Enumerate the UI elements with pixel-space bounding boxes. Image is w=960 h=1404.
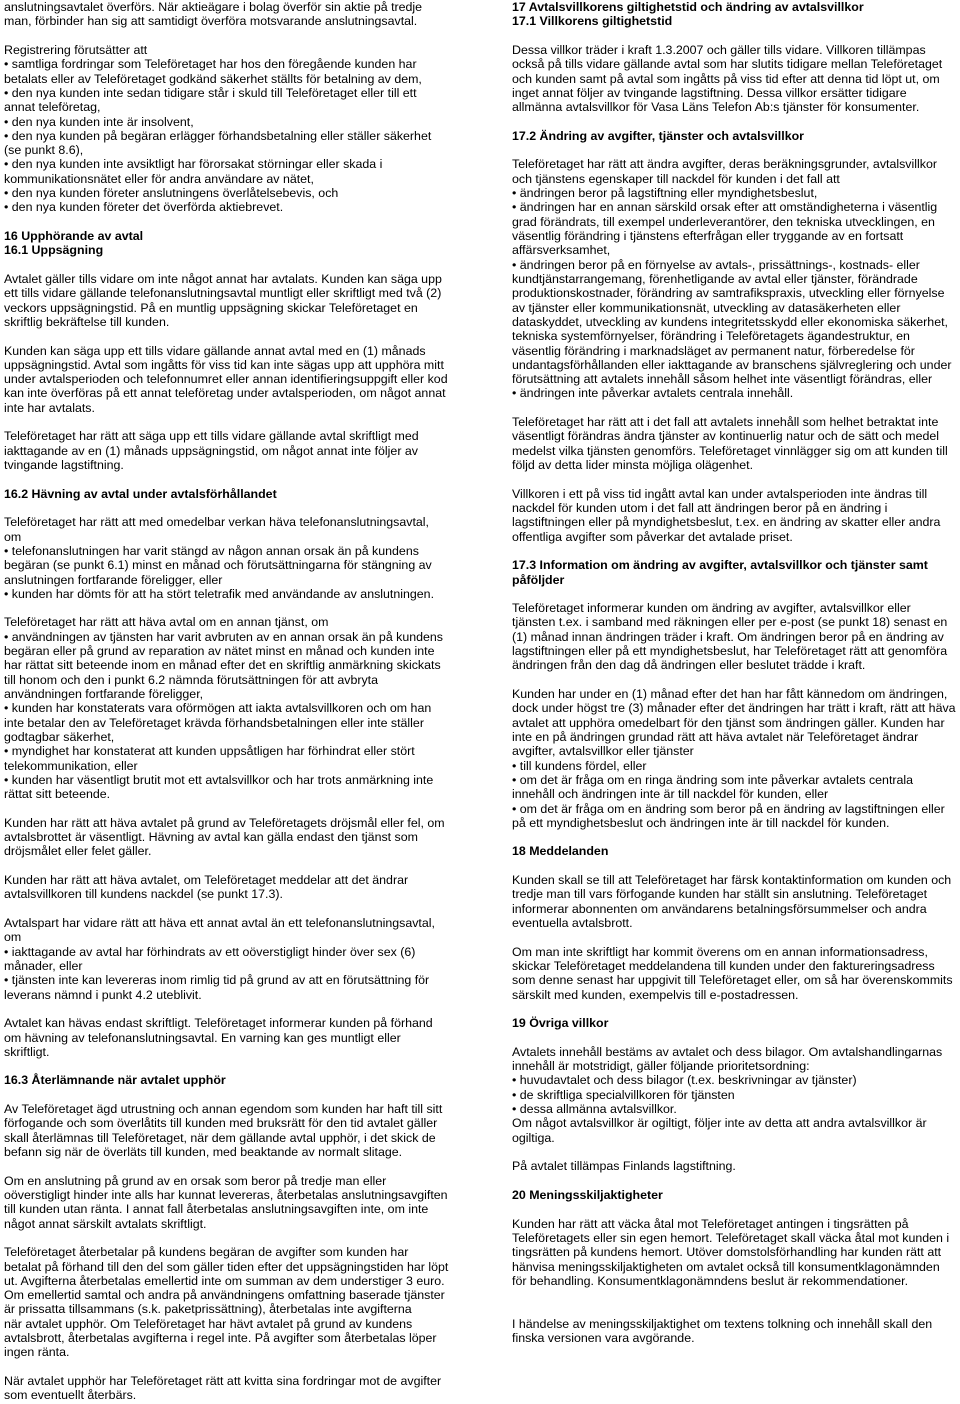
text-line: avtalet att upphöra omedelbart för den tjänst som ändringen gäller. Kunden har [512, 715, 945, 730]
text-line: Om en anslutning på grund av en orsak som beror på tredje man eller [4, 1173, 387, 1188]
bullet-line: • användningen av tjänsten har varit avbruten av en annan orsak än på kundens [4, 629, 444, 644]
text-line: förfogande och som överlåtits till kunden med bruksrätt för den tid avtalet gäller [4, 1116, 438, 1131]
text-line: Kunden har rätt att häva avtalet på grund av Teleföretagets dröjsmål eller fel, om [4, 815, 445, 830]
text-line: på ett myndighetsbeslut och ändringen inte är till nackdel för kunden. [512, 815, 890, 830]
text-line: när avtalet upphör. Om Teleföretaget har hävt avtalet på grund av kundens [4, 1316, 413, 1331]
text-line: väsentlig förändring i marknadsläget av permanent natur, förberedelse för [512, 343, 915, 358]
text-line: tjänsten t.ex. i samband med räkningen eller per e-post (se punkt 18) senast en [512, 615, 948, 630]
paragraph [512, 873, 956, 930]
text-line: Av Teleföretaget ägd utrustning och annan egendom som kunden har haft till sitt [4, 1102, 443, 1117]
text-line: förutsättning att avtalets innehåll såsom helhet inte väsentligt förändras, eller [512, 372, 933, 387]
text-line: finska versionen vara avgörande. [512, 1331, 695, 1346]
bullet-line: • ändringen beror på lagstiftning eller myndighetsbeslut, [512, 186, 818, 201]
text-line: inte en på ändringen grundad rätt att häva avtalet när Teleföretaget ändrar [512, 729, 919, 744]
text-line: också på tills vidare gällande avtal som har slutits tidigare mellan Teleföretaget [512, 57, 943, 72]
text-line: något annat särskilt avtalats skriftligt. [4, 1216, 207, 1231]
bullet-line: • om det är fråga om en ringa ändring som inte påverkar avtalets centrala [512, 772, 914, 787]
text-line: särskilt med kunden, exempelvis till e-postadressen. [512, 987, 799, 1002]
text-line: ogiltiga. [512, 1130, 555, 1145]
text-line: Teleföretaget har rätt att säga upp ett tills vidare gällande avtal skriftligt med [4, 429, 419, 444]
heading-line: 18 Meddelanden [512, 844, 609, 859]
section-heading [4, 487, 500, 501]
text-line: man, förbinder han sig att samtidigt överföra motsvarande anslutningsavtal. [4, 14, 418, 29]
text-line: betalat på förhand till den del som gäller tiden efter det uppsägningstiden har löpt [4, 1259, 449, 1274]
text-line: informerar abonnenten om användarens betalningsförsummelser och andra [512, 901, 927, 916]
right-column [512, 0, 956, 1345]
text-line: innehåll och ändringen inte är till nackdel för kunden, eller [512, 787, 829, 802]
paragraph [4, 0, 500, 29]
text-line: ingen ränta. [4, 1345, 70, 1360]
text-line: kommunikationsnätet eller för andra användare av nätet, [4, 171, 314, 186]
text-line: är prissatta tillsammans (s.k. paketprissättning), återbetalas inte avgifterna [4, 1302, 412, 1317]
paragraph [4, 515, 500, 601]
text-line: ut. Avgifterna återbetalas emellertid inte om summan av dem understiger 3 euro. [4, 1273, 445, 1288]
bullet-line: • kunden har dömts för att ha stört teletrafik med användande av anslutningen. [4, 586, 435, 601]
bullet-line: • den nya kunden på begäran erlägger förhandsbetalning eller ställer säkerhet [4, 128, 432, 143]
text-line: veckors uppsägningstid. På en muntlig uppsägning skickar Teleföretaget en [4, 300, 418, 315]
text-line: om hävning av telefonanslutningsavtal. En varning kan ges muntligt eller [4, 1030, 401, 1045]
heading-line: 17.2 Ändring av avgifter, tjänster och avtalsvillkor [512, 128, 804, 143]
text-line: för behandling. Konsumentklagonämndens beslut är rekommendationer. [512, 1273, 909, 1288]
text-line: månader, eller [4, 958, 83, 973]
text-line: avtalsvillkoren till kundens nackdel (se punkt 17.3). [4, 887, 283, 902]
text-line: Om man inte skriftligt har kommit överens om en annan informationsadress, [512, 944, 928, 959]
text-line: affärsverksamhet, [512, 243, 611, 258]
text-line: Kunden kan säga upp ett tills vidare gällande annat avtal med en (1) månads [4, 343, 426, 358]
text-line: godtagbar säkerhet, [4, 729, 115, 744]
paragraph [4, 429, 500, 472]
text-line: har rättat sitt beteende inom en månad efter det en skriftlig anmärkning skickats [4, 658, 441, 673]
bullet-line: • den nya kunden inte avsiktligt har förorsakat störningar eller skada i [4, 157, 383, 172]
text-line: inte betalar den av Teleföretaget krävda förhandsbetalningen eller inte ställer [4, 715, 424, 730]
text-line: av tjänster eller kommunikationsnät, utveckling av datasäkerheten eller [512, 300, 901, 315]
text-line: tredje man till vars förfogande kunden har ställt sin anslutning. Teleföretaget [512, 887, 928, 902]
text-line: leverans nämnd i punkt 4.2 uteblivit. [4, 987, 202, 1002]
heading-line: 17 Avtalsvillkorens giltighetstid och ändring av avtalsvillkor [512, 0, 864, 14]
text-line: väsentlig förändring i tjänstens efterfrågan eller tryggande av en fortsatt [512, 229, 904, 243]
bullet-line: • iakttagande av avtal har förhindrats av ett oöverstigligt hinder över sex (6) [4, 944, 416, 959]
paragraph [4, 873, 500, 902]
bullet-line: • den nya kunden företer det överförda aktiebrevet. [4, 200, 284, 215]
text-line: allmänna avtalsvillkor för Vasa Läns Telefon Ab:s tjänster för konsumenter. [512, 100, 920, 115]
bullet-line: • telefonanslutningen har varit stängd av någon annan orsak än på kundens [4, 543, 419, 558]
text-line: tvingande lagstiftning. [4, 458, 124, 472]
paragraph [512, 687, 956, 830]
text-line: om [4, 529, 22, 544]
text-line: väsentligt förändras ändra tjänster av kontinuerlig natur och de sätt och medel [512, 429, 940, 444]
paragraph [4, 1016, 500, 1059]
text-line: användningen fortfarande föreligger, [4, 687, 204, 701]
text-line: dataskyddet, utveckling av kundens integritetsskydd eller ekonomiska säkerhet, [512, 314, 948, 329]
paragraph [4, 615, 500, 801]
bullet-line: • samtliga fordringar som Teleföretaget har hos den föregående kunden har [4, 57, 417, 72]
text-line: inget annat följer av tvingande lagstiftning. Dessa villkor ersätter tidigare [512, 85, 907, 100]
text-line: Kunden har rätt att häva avtalet, om Teleföretaget meddelar att det ändrar [4, 873, 409, 888]
section-heading [512, 0, 956, 29]
text-line: lagstiftningen eller på ett myndighetsbeslut, har Teleföretaget rätt att genomföra [512, 644, 948, 659]
heading-line: 17.1 Villkorens giltighetstid [512, 14, 673, 29]
text-line: rättat sitt beteende. [4, 787, 111, 802]
text-line: iakttagande av en (1) månads uppsägningstid, om något annat inte följer av [4, 443, 418, 458]
text-line: som eventuellt återbärs. [4, 1388, 137, 1403]
text-line: I händelse av meningsskiljaktighet om textens tolkning och innehåll skall den [512, 1316, 933, 1331]
text-line: och tjänstens egenskaper till nackdel för kunden i det fall att [512, 171, 840, 186]
text-line: Dessa villkor träder i kraft 1.3.2007 och gäller tills vidare. Villkoren tillämpas [512, 42, 926, 57]
heading-line: 16.3 Återlämnande när avtalet upphör [4, 1073, 226, 1088]
text-line: kan inte överföras på ett annat teleföretag under avtalsperioden, om något annat [4, 386, 446, 401]
heading-line: 19 Övriga villkor [512, 1016, 609, 1031]
paragraph [4, 816, 500, 859]
text-line: eventuella avtalsbrott. [512, 916, 633, 930]
text-line: befann sig när de överläts till kunden, med beaktande av normalt slitage. [4, 1145, 403, 1159]
paragraph [512, 1045, 956, 1145]
text-line: hänvisa meningsskiljaktigheten om avtalet också till konsumentklagonämnden [512, 1259, 940, 1274]
text-line: Avtalet kan hävas endast skriftligt. Teleföretaget informerar kunden på förhand [4, 1016, 433, 1031]
paragraph [4, 916, 500, 1002]
section-heading [512, 558, 956, 587]
text-line: skriftligt. [4, 1044, 50, 1059]
text-line: uppsägningstid. Avtal som ingåtts för viss tid kan inte sägas upp att upphöra mitt [4, 357, 444, 372]
text-line: lagstiftningen eller på myndighetsbeslut, t.ex. en ändring av skatter eller andra [512, 515, 941, 530]
paragraph [512, 157, 956, 400]
text-line: Villkoren i ett på viss tid ingått avtal kan under avtalsperioden inte ändras till [512, 486, 928, 501]
text-line: begäran (se punkt 6.1) minst en månad och förutsättningarna för stängning av [4, 558, 432, 573]
text-line: Kunden har under en (1) månad efter det han har fått kännedom om ändringen, [512, 687, 948, 701]
text-line: grad förändrats, till exempel underleverantörer, den tekniska utvecklingen, en [512, 214, 935, 229]
text-line: Kunden skall se till att Teleföretaget har färsk kontaktinformation om kunden och [512, 873, 952, 888]
heading-line: 20 Meningsskiljaktigheter [512, 1187, 663, 1202]
text-line: Teleföretaget återbetalar på kundens begäran de avgifter som kunden har [4, 1245, 409, 1260]
text-line: annat teleföretag, [4, 100, 101, 115]
paragraph [4, 1374, 500, 1403]
text-line: som denne senast har uppgivit till Teleföretaget eller, om så har överenskommits [512, 973, 953, 988]
bullet-line: • ändringen har en annan särskild orsak efter att omständigheterna i väsentlig [512, 200, 938, 215]
text-line: om [4, 930, 22, 945]
text-line: till honom och den i punkt 6.2 nämnda förutsättningen för att avbryta [4, 672, 379, 687]
heading-line: 16.1 Uppsägning [4, 243, 104, 258]
text-line: och kunden samt på avtal som ingåtts på viss tid efter att denna tid löpt ut, om [512, 71, 940, 86]
paragraph [4, 272, 500, 329]
text-line: Avtalet gäller tills vidare om inte något annat har avtalats. Kunden kan säga upp [4, 271, 442, 286]
bullet-line: • myndighet har konstaterat att kunden uppsåtligen har förhindrat eller stört [4, 744, 415, 759]
text-line: medelst vilka tjänsten genomförs. Teleföretaget vinnlägger sig om att kunden till [512, 443, 948, 458]
text-line: oöverstigligt hinder inte alls har kunnat levereras, återbetalas anslutningsavgiften [4, 1187, 448, 1202]
text-line: innehåll är motstridigt, gäller följande prioritetsordning: [512, 1059, 810, 1074]
bullet-line: • ändringen inte påverkar avtalets centrala innehåll. [512, 386, 794, 401]
section-heading [4, 1073, 500, 1087]
text-line: Teleföretaget har rätt att häva avtal om en annan tjänst, om [4, 615, 329, 630]
text-line: telekommunikation, eller [4, 758, 138, 773]
bullet-line: • kunden har väsentligt brutit mot ett avtalsvillkor och har trots anmärkning inte [4, 772, 434, 787]
text-line: Teleföretaget informerar kunden om ändring av avgifter, avtalsvillkor eller [512, 601, 911, 616]
bullet-line: • de skriftliga specialvillkoren för tjänsten [512, 1087, 735, 1102]
bullet-line: • den nya kunden inte är insolvent, [4, 114, 194, 129]
section-heading [512, 844, 956, 858]
paragraph [512, 1217, 956, 1289]
paragraph [512, 487, 956, 544]
paragraph [4, 1245, 500, 1360]
text-line: Teleföretaget har rätt att ändra avgifter, deras beräkningsgrunder, avtalsvillkor [512, 157, 937, 172]
text-line: tekniska systemförnyelser, förändring i Teleföretagets ägandestruktur, en [512, 329, 910, 344]
section-heading [4, 229, 500, 258]
heading-line: påföljder [512, 572, 565, 587]
heading-line: 16.2 Hävning av avtal under avtalsförhållandet [4, 486, 277, 501]
text-line: Teleföretagets eller sin egen hemort. Teleföretaget skall väcka åtal mot kunden i [512, 1230, 950, 1245]
paragraph [4, 1102, 500, 1159]
text-line: dröjsmålet eller felet gäller. [4, 844, 152, 859]
text-line: betalats eller av Teleföretaget godkänd säkerhet ställts för betalning av dem, [4, 71, 422, 86]
section-heading [512, 1188, 956, 1202]
paragraph [4, 43, 500, 215]
text-line: till kunden utan ränta. I annat fall återbetalas anslutningsavgiften inte, om inte [4, 1202, 429, 1217]
bullet-line: • kunden har konstaterats vara oförmögen att iakta avtalsvillkoren och om han [4, 701, 432, 716]
section-heading [512, 129, 956, 143]
text-line: tingsrätten på kundens hemort. Utöver domstolsförhandling har kunden rätt att [512, 1245, 942, 1260]
text-line: avtalsbrott, återbetalas avgifterna i regel inte. På avgifter som återbetalas löper [4, 1331, 437, 1346]
text-line: undantagsförhållanden eller iakttagande av branschens självreglering och under [512, 357, 952, 372]
text-line: skickar Teleföretaget meddelandena till kunden under den faktureringsadress [512, 958, 935, 973]
paragraph [512, 1159, 956, 1173]
bullet-line: • till kundens fördel, eller [512, 758, 647, 773]
text-line: Om emellertid samtal och andra på användningens omfattning baserade tjänster [4, 1288, 445, 1303]
text-line: offentliga avgifter som påverkar det avtalade priset. [512, 529, 793, 544]
text-line: ändringen från den dag då ändringen eller beslutet trädde i kraft. [512, 658, 866, 673]
text-line: skriftlig bekräftelse till kunden. [4, 314, 170, 329]
text-line: Teleföretaget har rätt att med omedelbar verkan häva telefonanslutningsavtal, [4, 515, 429, 530]
text-line: anslutningsavtalet överförs. När aktieägare i bolag överför sin aktie på tredje [4, 0, 423, 14]
heading-line: 16 Upphörande av avtal [4, 229, 144, 243]
text-line: avtalsbrottet är väsentligt. Hävning av avtal kan gälla endast den tjänst som [4, 830, 418, 845]
text-line: anslutningen fortfarande föreligger, eller [4, 572, 223, 587]
text-line: Avtalets innehåll bestäms av avtalet och dess bilagor. Om avtalshandlingarnas [512, 1044, 943, 1059]
bullet-line: • ändringen beror på en förnyelse av avtals-, prissättnings-, kostnads- eller [512, 257, 920, 272]
text-line: Avtalspart har vidare rätt att häva ett annat avtal än ett telefonanslutningsavtal, [4, 916, 435, 930]
text-line: Teleföretaget har rätt att i det fall att avtalets innehåll som helhet betraktat inte [512, 415, 939, 430]
paragraph [512, 601, 956, 673]
left-column [4, 0, 500, 1403]
text-line: skall återlämnas till Teleföretaget, när dem gällande avtal upphör, i det skick de [4, 1130, 436, 1145]
text-line: följd av detta lider minsta möjliga olägenhet. [512, 458, 754, 472]
text-line: under avtalsperioden och telefonnumret eller annan identifieringsuppgift eller kod [4, 372, 448, 387]
paragraph [4, 1174, 500, 1231]
text-line: På avtalet tillämpas Finlands lagstiftning. [512, 1159, 736, 1174]
text-line: (1) månad innan ändringen träder i kraft. Om ändringen beror på en ändring av [512, 629, 944, 644]
bullet-line: • huvudavtalet och dess bilagor (t.ex. beskrivningar av tjänster) [512, 1073, 857, 1088]
text-line: produktionskostnader, förändring av samtrafikspraxis, utveckling eller förnyelse [512, 286, 945, 301]
paragraph [512, 945, 956, 1002]
text-line: ett tills vidare gällande telefonanslutningsavtal muntligt eller skriftligt med två (2) [4, 286, 442, 301]
bullet-line: • den nya kunden företer anslutningens överlåtelsebevis, och [4, 186, 339, 201]
bullet-line: • den nya kunden inte sedan tidigare står i skuld till Teleföretaget eller till ett [4, 85, 417, 100]
paragraph [512, 1317, 956, 1346]
text-line: nackdel för kunden utom i det fall att ändringen beror på en ändring i [512, 500, 888, 515]
text-line: När avtalet upphör har Teleföretaget rätt att kvitta sina fordringar mot de avgifter [4, 1374, 442, 1388]
paragraph [512, 43, 956, 115]
bullet-line: • tjänsten inte kan levereras inom rimlig tid på grund av att en förutsättning för [4, 973, 430, 988]
heading-line: 17.3 Information om ändring av avgifter, avtalsvillkor och tjänster samt [512, 558, 928, 573]
paragraph [4, 344, 500, 416]
text-line: Kunden har rätt att väcka åtal mot Teleföretaget antingen i tingsrätten på [512, 1216, 909, 1231]
text-line: Registrering förutsätter att [4, 42, 148, 57]
text-line: (se punkt 8.6), [4, 143, 84, 158]
text-line: kundtjänstarrangemang, förenhetligande av avtal eller tjänster, förändrade [512, 271, 918, 286]
bullet-line: • dessa allmänna avtalsvillkor. [512, 1102, 677, 1117]
text-line: dock under högst tre (3) månader efter det ändringen har trätt i kraft, rätt att häva [512, 701, 956, 716]
bullet-line: • om det är fråga om en ändring som beror på en ändring av lagstiftningen eller [512, 801, 945, 816]
text-line: avgifter, avtalsvillkor eller tjänster [512, 744, 694, 759]
text-line: inte har avtalats. [4, 400, 95, 415]
text-line: Om något avtalsvillkor är ogiltigt, följer inte av detta att andra avtalsvillkor är [512, 1116, 927, 1131]
paragraph [512, 415, 956, 472]
section-heading [512, 1016, 956, 1030]
text-line: begäran eller på grund av reparation av nätet minst en månad och kunden inte [4, 644, 435, 659]
